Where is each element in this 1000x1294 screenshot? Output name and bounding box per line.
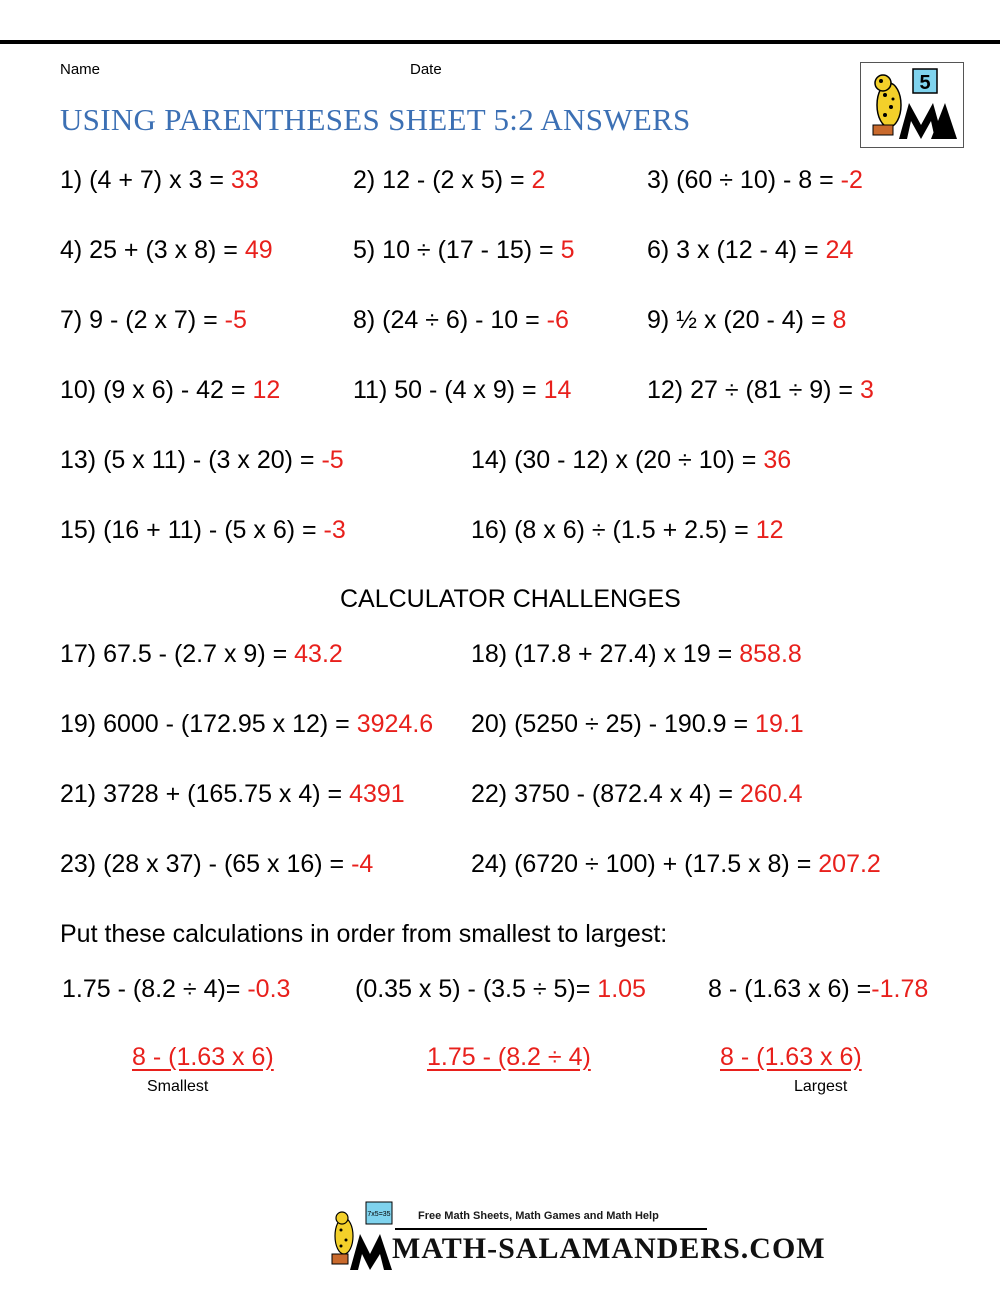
question-15: 15) (16 + 11) - (5 x 6) = -3 bbox=[60, 516, 346, 544]
footer-badge-text: 7x5=35 bbox=[367, 1211, 391, 1218]
question-13: 13) (5 x 11) - (3 x 20) = -5 bbox=[60, 446, 344, 474]
calculator-challenges-heading: CALCULATOR CHALLENGES bbox=[340, 585, 681, 613]
answer-18: 858.8 bbox=[739, 640, 802, 668]
order-answer-2: 1.75 - (8.2 ÷ 4) bbox=[427, 1043, 591, 1071]
answer-17: 43.2 bbox=[294, 640, 343, 668]
top-rule bbox=[0, 40, 1000, 44]
salamander-icon bbox=[326, 1200, 396, 1272]
question-20: 20) (5250 ÷ 25) - 190.9 = 19.1 bbox=[471, 710, 804, 738]
answer-6: 24 bbox=[825, 236, 854, 264]
question-3: 3) (60 ÷ 10) - 8 = -2 bbox=[647, 166, 863, 194]
answer-19: 3924.6 bbox=[356, 710, 434, 738]
answer-14: 36 bbox=[763, 446, 792, 474]
question-24: 24) (6720 ÷ 100) + (17.5 x 8) = 207.2 bbox=[471, 850, 881, 878]
answer-21: 4391 bbox=[349, 780, 405, 808]
smallest-label: Smallest bbox=[147, 1078, 209, 1095]
question-6: 6) 3 x (12 - 4) = 24 bbox=[647, 236, 854, 264]
question-11: 11) 50 - (4 x 9) = 14 bbox=[353, 376, 572, 404]
order-calc-3-answer: -1.78 bbox=[871, 975, 929, 1003]
question-22: 22) 3750 - (872.4 x 4) = 260.4 bbox=[471, 780, 803, 808]
question-19: 19) 6000 - (172.95 x 12) = 3924.6 bbox=[60, 710, 434, 738]
answer-20: 19.1 bbox=[755, 710, 804, 738]
question-10: 10) (9 x 6) - 42 = 12 bbox=[60, 376, 281, 404]
order-calc-3: 8 - (1.63 x 6) =-1.78 bbox=[708, 975, 929, 1003]
answer-10: 12 bbox=[252, 376, 281, 404]
question-23: 23) (28 x 37) - (65 x 16) = -4 bbox=[60, 850, 374, 878]
question-12: 12) 27 ÷ (81 ÷ 9) = 3 bbox=[647, 376, 874, 404]
answer-11: 14 bbox=[543, 376, 572, 404]
order-calc-2: (0.35 x 5) - (3.5 ÷ 5)= 1.05 bbox=[355, 975, 646, 1003]
answer-15: -3 bbox=[323, 516, 346, 544]
answer-12: 3 bbox=[859, 376, 874, 404]
grade-logo bbox=[860, 62, 964, 148]
order-prompt: Put these calculations in order from smallest to largest: bbox=[60, 920, 668, 948]
answer-2: 2 bbox=[531, 166, 546, 194]
order-answer-3: 8 - (1.63 x 6) bbox=[720, 1043, 862, 1071]
question-21: 21) 3728 + (165.75 x 4) = 4391 bbox=[60, 780, 405, 808]
answer-7: -5 bbox=[224, 306, 247, 334]
footer-tagline: Free Math Sheets, Math Games and Math Help bbox=[418, 1210, 659, 1222]
answer-22: 260.4 bbox=[739, 780, 803, 808]
footer-site-name[interactable]: MATH-SALAMANDERS.COM bbox=[392, 1232, 826, 1265]
order-calc-2-answer: 1.05 bbox=[597, 975, 646, 1003]
date-label: Date bbox=[410, 61, 442, 78]
question-16: 16) (8 x 6) ÷ (1.5 + 2.5) = 12 bbox=[471, 516, 784, 544]
question-4: 4) 25 + (3 x 8) = 49 bbox=[60, 236, 273, 264]
answer-4: 49 bbox=[244, 236, 273, 264]
answer-16: 12 bbox=[755, 516, 784, 544]
question-14: 14) (30 - 12) x (20 ÷ 10) = 36 bbox=[471, 446, 792, 474]
question-8: 8) (24 ÷ 6) - 10 = -6 bbox=[353, 306, 569, 334]
question-1: 1) (4 + 7) x 3 = 33 bbox=[60, 166, 259, 194]
answer-24: 207.2 bbox=[818, 850, 881, 878]
answer-3: -2 bbox=[840, 166, 863, 194]
order-answer-1: 8 - (1.63 x 6) bbox=[132, 1043, 274, 1071]
answer-23: -4 bbox=[351, 850, 374, 878]
answer-1: 33 bbox=[230, 166, 259, 194]
question-9: 9) ½ x (20 - 4) = 8 bbox=[647, 306, 847, 334]
question-18: 18) (17.8 + 27.4) x 19 = 858.8 bbox=[471, 640, 802, 668]
question-2: 2) 12 - (2 x 5) = 2 bbox=[353, 166, 546, 194]
order-calc-1-answer: -0.3 bbox=[247, 975, 291, 1003]
question-17: 17) 67.5 - (2.7 x 9) = 43.2 bbox=[60, 640, 343, 668]
order-calc-1: 1.75 - (8.2 ÷ 4)= -0.3 bbox=[62, 975, 291, 1003]
footer-rule bbox=[395, 1228, 707, 1230]
answer-5: 5 bbox=[560, 236, 575, 264]
grade-badge: 5 bbox=[919, 72, 931, 94]
question-5: 5) 10 ÷ (17 - 15) = 5 bbox=[353, 236, 575, 264]
page-title: USING PARENTHESES SHEET 5:2 ANSWERS bbox=[60, 102, 691, 137]
footer-salamander-logo bbox=[326, 1200, 396, 1272]
largest-label: Largest bbox=[794, 1078, 848, 1095]
answer-8: -6 bbox=[546, 306, 569, 334]
answer-13: -5 bbox=[321, 446, 344, 474]
question-7: 7) 9 - (2 x 7) = -5 bbox=[60, 306, 247, 334]
name-label: Name bbox=[60, 61, 101, 78]
answer-9: 8 bbox=[832, 306, 847, 334]
salamander-logo-icon bbox=[861, 63, 963, 147]
